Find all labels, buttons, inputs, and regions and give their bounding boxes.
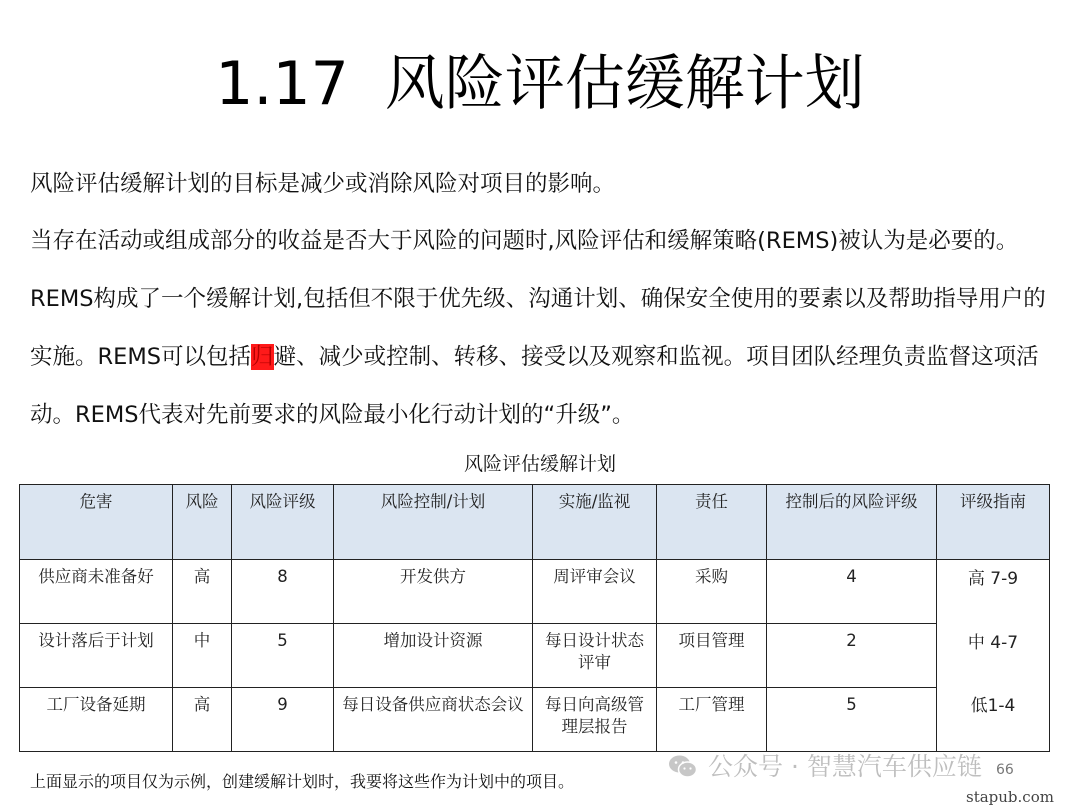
table-cell: 9 [232,688,334,752]
table-cell: 高 [173,560,232,624]
table-cell: 每日向高级管理层报告 [533,688,657,752]
rating-guide-medium: 中 4-7 [967,633,1019,653]
header-cell: 评级指南 [937,485,1050,560]
highlighted-character: 归 [251,344,274,370]
body-paragraph [30,212,1055,444]
page-number: 66 [996,762,1014,778]
table-cell: 周评审会议 [533,560,657,624]
header-cell: 风险评级 [232,485,334,560]
header-cell: 控制后的风险评级 [767,485,937,560]
rating-guide-cell [937,560,1050,752]
table-row [20,624,1050,688]
watermark-text: 公众号 · 智慧汽车供应链 [708,752,982,781]
table-cell: 工厂管理 [657,688,767,752]
table-cell: 设计落后于计划 [20,624,173,688]
header-cell: 风险 [173,485,232,560]
risk-table [19,484,1050,752]
table-cell: 8 [232,560,334,624]
table-cell: 每日设计状态评审 [533,624,657,688]
body-text-before: 当存在活动或组成部分的收益是否大于风险的问题时,风险评估和缓解策略(REMS)被认为是必要的。REMS构成了一个缓解计划,包括但不限于优先级、沟通计划、确保安全使用的要素以及帮助指导用户的实施。REMS可以包括 [30,228,1046,370]
header-cell: 风险控制/计划 [334,485,533,560]
table-cell: 项目管理 [657,624,767,688]
header-cell: 责任 [657,485,767,560]
table-cell: 开发供方 [334,560,533,624]
table-cell: 工厂设备延期 [20,688,173,752]
table-cell: 增加设计资源 [334,624,533,688]
site-watermark: stapub.com [966,788,1054,806]
table-cell: 2 [767,624,937,688]
section-number: 1.17 [215,49,349,119]
header-cell: 实施/监视 [533,485,657,560]
title-text: 风险评估缓解计划 [384,49,865,119]
slide-title [0,44,1080,124]
table-header-row [20,485,1050,560]
rating-guide-low: 低1-4 [970,696,1016,716]
table-cell: 高 [173,688,232,752]
table-caption: 风险评估缓解计划 [463,453,616,475]
rating-guide-high: 高 7-9 [967,569,1019,589]
table-cell: 4 [767,560,937,624]
table-cell: 每日设备供应商状态会议 [334,688,533,752]
table-cell: 5 [232,624,334,688]
table-cell: 供应商未准备好 [20,560,173,624]
footer-note: 上面显示的项目仅为示例，创建缓解计划时，我要将这些作为计划中的项目。 [30,772,575,791]
wechat-icon [668,754,698,780]
header-cell: 危害 [20,485,173,560]
table-cell: 5 [767,688,937,752]
table-row [20,560,1050,624]
table-row [20,688,1050,752]
table-cell: 中 [173,624,232,688]
table-cell: 采购 [657,560,767,624]
body-text-after: 避、减少或控制、转移、接受以及观察和监视。项目团队经理负责监督这项活动。REMS代表对先前要求的风险最小化行动计划的“升级”。 [30,344,1039,428]
rating-guide [937,560,1049,750]
intro-paragraph: 风险评估缓解计划的目标是减少或消除风险对项目的影响。 [30,171,616,197]
watermark [668,750,982,784]
